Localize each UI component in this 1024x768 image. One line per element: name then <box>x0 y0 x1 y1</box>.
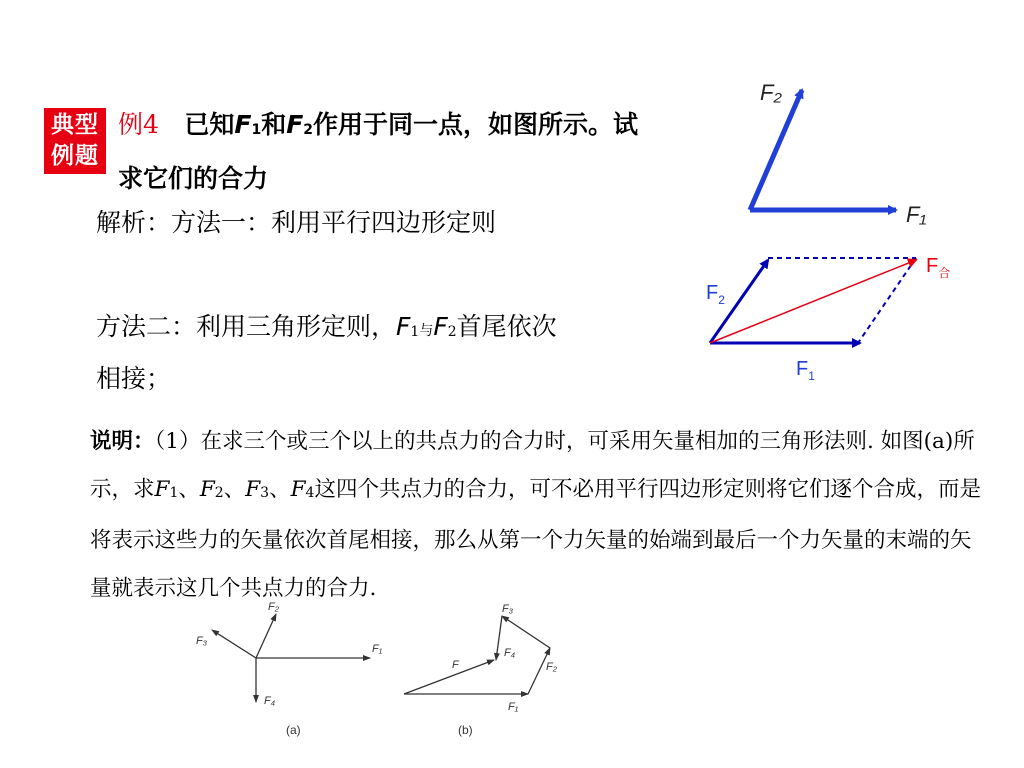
note-f2-sub: 2 <box>214 484 224 501</box>
method-two-mid: 与 <box>419 323 434 339</box>
explanation-body-2: 这四个共点力的合力，可不必用平行四边形定则将它们逐个合成，而是将表示这些力的矢量依次首尾相接，那么从第一个力矢量的始端到最后一个力矢量的末端的矢量就表示这几个共点力的合力. <box>90 476 981 601</box>
fig-a-f3-label: F₃ <box>196 635 208 647</box>
badge-line-2: 例题 <box>51 143 99 169</box>
method-two-f1-sub: 1 <box>410 324 420 340</box>
method-two-f1: F <box>396 312 411 341</box>
fig-b-f3 <box>502 616 550 648</box>
method-two-f2: F <box>433 312 448 341</box>
note-f3: F <box>245 476 261 502</box>
fig-b-f-label: F <box>452 659 459 671</box>
figure-b <box>398 598 578 748</box>
para-f2-label: $F_2$ <box>706 282 725 307</box>
problem-text-c: 作用于同一点，如图所示。试 <box>313 110 639 139</box>
f2-vector <box>750 90 802 210</box>
problem-line-2: 求它们的合力 <box>118 164 269 193</box>
problem-text-b: 和 <box>261 110 287 139</box>
fig-a-f4-label: F₄ <box>264 695 276 707</box>
method-two-line-1 <box>96 312 557 347</box>
dashed-right-edge <box>858 258 916 343</box>
fig-b-f2-label: F₂ <box>546 661 557 673</box>
fig-a-f3 <box>212 630 256 658</box>
force-diagram-original <box>730 70 970 230</box>
note-sep-1: 、 <box>178 476 200 502</box>
fig-b-resultant <box>404 660 494 694</box>
method-two-f2-sub: 2 <box>447 324 457 340</box>
explanation-paragraph <box>90 418 990 612</box>
fig-b-f1-label: F₁ <box>508 701 519 713</box>
problem-text-a: 已知 <box>184 110 235 139</box>
fig-a-f1-label: F₁ <box>372 643 383 655</box>
method-two-suffix: 首尾依次 <box>456 312 557 341</box>
fig-a-f2 <box>256 614 276 658</box>
badge-line-1: 典型 <box>51 112 99 138</box>
fig-a-f2-label: F₂ <box>268 601 279 613</box>
note-f4: F <box>290 476 306 502</box>
note-sep-2: 、 <box>223 476 246 502</box>
fig-a-caption: (a) <box>286 723 301 737</box>
f1-label: F₁ <box>906 202 927 227</box>
fig-b-f3-label: F₃ <box>502 603 514 615</box>
fig-b-f4-label: F₄ <box>504 647 516 659</box>
f1-subscript: 1 <box>251 122 262 138</box>
problem-line-1 <box>118 110 638 145</box>
method-two-prefix: 方法二：利用三角形定则， <box>96 312 397 341</box>
note-f2: F <box>199 476 215 502</box>
explanation-body-1: （1）在求三个或三个以上的共点力的合力时，可采用矢量相加的三角形法则. 如图(a)所示，求 <box>90 429 975 502</box>
note-sep-3: 、 <box>269 476 291 502</box>
f2-subscript: 2 <box>303 122 314 138</box>
method-two-line-2: 相接； <box>96 364 172 393</box>
f2-symbol: F <box>286 110 304 139</box>
parallelogram-diagram <box>690 245 970 395</box>
method-one: 解析：方法一：利用平行四边形定则 <box>96 208 497 237</box>
fig-b-caption: (b) <box>458 723 473 737</box>
example-badge <box>44 108 106 174</box>
f1-symbol: F <box>234 110 252 139</box>
example-label: 例4 <box>118 110 159 139</box>
figure-a <box>190 598 400 748</box>
explanation-label: 说明： <box>90 429 155 454</box>
resultant-vector <box>710 260 916 343</box>
note-f4-sub: 4 <box>305 484 315 501</box>
note-f1: F <box>154 476 170 502</box>
para-f1-label: $F_1$ <box>796 358 815 383</box>
note-f1-sub: 1 <box>169 484 179 501</box>
fig-b-f4 <box>496 616 502 660</box>
note-f3-sub: 3 <box>260 484 270 501</box>
f2-label: F₂ <box>760 80 782 105</box>
resultant-label: $F_合$ <box>926 255 951 280</box>
